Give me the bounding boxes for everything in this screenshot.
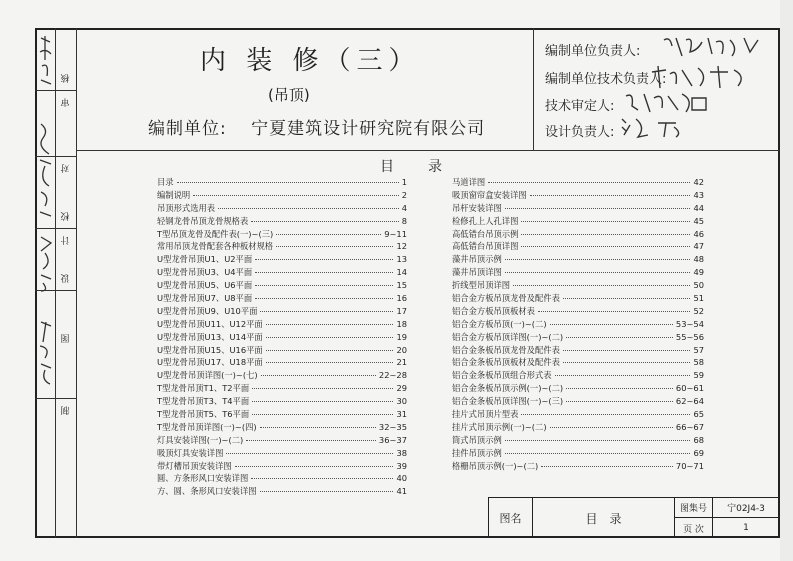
sidebar-label: 图 <box>61 334 72 344</box>
toc-entry-title: 铝合金条板吊顶组合形式表 <box>452 370 552 381</box>
toc-entry-title: U型龙骨吊顶U9、U10平面 <box>157 305 258 316</box>
toc-leader-dots <box>555 375 691 376</box>
toc-entry-title: U型龙骨吊顶U13、U14平面 <box>157 331 263 342</box>
toc-leader-dots <box>550 324 673 325</box>
toc-entry <box>452 189 704 202</box>
toc-entry-page: 32~35 <box>378 421 407 432</box>
toc-entry <box>452 447 704 460</box>
toc-entry <box>157 176 407 189</box>
toc-entry-page: 55~56 <box>675 331 704 342</box>
toc-entry <box>157 318 407 331</box>
toc-leader-dots <box>193 195 399 196</box>
toc-entry-title: 挂片式吊顶示例(一)~(二) <box>452 421 547 432</box>
toc-entry-page: 30 <box>396 396 407 407</box>
sidebar-label: 设 <box>61 274 72 284</box>
toc-entry-title: U型龙骨吊顶U1、U2平面 <box>157 254 253 265</box>
toc-entry-page: 39 <box>396 460 407 471</box>
sidebar-label: 计 <box>61 236 72 246</box>
toc-entry-title: 检修孔上人孔详图 <box>452 215 519 226</box>
toc-entry-page: 65 <box>693 409 704 420</box>
toc-entry <box>157 382 407 395</box>
toc-entry-title: T型龙骨吊顶T3、T4平面 <box>157 396 250 407</box>
toc-entry <box>157 215 407 228</box>
sidebar-signature-1 <box>37 32 54 88</box>
toc-entry-page: 38 <box>396 447 407 458</box>
toc-entry <box>452 395 704 408</box>
toc-entry <box>157 434 407 447</box>
header-separator <box>533 28 534 150</box>
toc-entry-title: 铝合金条板吊顶示例(一)~(二) <box>452 383 564 394</box>
toc-leader-dots <box>566 337 673 338</box>
toc-leader-dots <box>538 311 690 312</box>
toc-entry-page: 36~37 <box>378 434 407 445</box>
toc-entry-title: 高低错台吊顶示例 <box>452 228 519 239</box>
toc-entry-title: 铝合金条板吊顶龙骨及配件表 <box>452 344 560 355</box>
toc-leader-dots <box>521 234 690 235</box>
toc-entry-title: 带灯槽吊顶安装详图 <box>157 460 232 471</box>
toc-entry-title: U型龙骨吊顶U11、U12平面 <box>157 318 263 329</box>
toc-entry <box>157 292 407 305</box>
toc-entry-page: 16 <box>396 293 407 304</box>
toc-leader-dots <box>541 466 673 467</box>
toc-entry-title: 编制说明 <box>157 189 191 200</box>
toc-entry-page: 42 <box>693 177 704 187</box>
toc-leader-dots <box>266 362 394 363</box>
toc-leader-dots <box>251 221 398 222</box>
toc-entry-title: U型龙骨吊顶U3、U4平面 <box>157 267 253 278</box>
toc-entry <box>157 421 407 434</box>
toc-entry-page: 53~54 <box>675 318 704 329</box>
toc-leader-dots <box>252 401 393 402</box>
toc-entry-page: 2 <box>401 189 407 200</box>
org-label: 编制单位: <box>148 119 227 139</box>
sidebar-label: 校 <box>61 212 72 222</box>
toc-leader-dots <box>566 401 673 402</box>
organization <box>148 114 485 139</box>
toc-leader-dots <box>563 298 691 299</box>
toc-entry-page: 52 <box>693 305 704 316</box>
toc-entry-page: 12 <box>396 241 407 252</box>
toc-leader-dots <box>266 350 394 351</box>
page-title: 内 装 修（三） <box>200 46 421 76</box>
toc-entry-page: 43 <box>693 189 704 200</box>
toc-entry-page: 21 <box>396 357 407 368</box>
toc-entry-title: 挂片式吊顶片型表 <box>452 409 519 420</box>
toc-leader-dots <box>505 453 691 454</box>
toc-entry-page: 44 <box>693 202 704 213</box>
toc-entry-page: 68 <box>693 434 704 445</box>
toc-entry <box>157 369 407 382</box>
toc-leader-dots <box>550 427 673 428</box>
toc-entry-page: 60~61 <box>675 383 704 394</box>
toc-entry-page: 59 <box>693 370 704 381</box>
toc-entry-title: 吸顶灯具安装详图 <box>157 447 224 458</box>
toc-entry-title: U型龙骨吊顶U15、U16平面 <box>157 344 263 355</box>
toc-leader-dots <box>261 375 376 376</box>
toc-entry-page: 47 <box>693 241 704 252</box>
header-bottom-line <box>77 150 780 151</box>
toc-entry-page: 13 <box>396 254 407 265</box>
toc-right-column <box>452 176 704 472</box>
toc-entry <box>452 228 704 241</box>
toc-entry-page: 17 <box>396 305 407 316</box>
toc-entry <box>452 331 704 344</box>
toc-entry-title: 铝合金方板吊顶板材表 <box>452 305 535 316</box>
approval-sidebar <box>35 28 77 538</box>
toc-entry <box>452 253 704 266</box>
toc-entry-title: 藻井吊顶示例 <box>452 254 502 265</box>
toc-leader-dots <box>276 234 381 235</box>
toc-leader-dots <box>252 414 393 415</box>
toc-entry-page: 46 <box>693 228 704 239</box>
toc-entry-page: 14 <box>396 267 407 278</box>
toc-leader-dots <box>235 466 394 467</box>
toc-leader-dots <box>260 491 394 492</box>
toc-leader-dots <box>252 388 393 389</box>
page-number-label: 页 次 <box>675 518 713 538</box>
toc-title: 目 录 <box>380 159 444 175</box>
signature-row: 设计负责人: <box>545 125 615 140</box>
toc-entry-title: 吊顶形式选用表 <box>157 202 216 213</box>
toc-entry <box>452 215 704 228</box>
toc-entry-title: 铝合金方板吊顶详图(一)~(二) <box>452 331 564 342</box>
sidebar-signature-4 <box>37 318 54 388</box>
toc-entry-page: 50 <box>693 280 704 291</box>
toc-entry-page: 15 <box>396 280 407 291</box>
toc-entry <box>452 421 704 434</box>
toc-leader-dots <box>521 246 690 247</box>
toc-leader-dots <box>177 182 399 183</box>
sidebar-divider <box>35 90 77 91</box>
toc-entry-page: 19 <box>396 331 407 342</box>
signature-mark-4 <box>618 113 688 141</box>
toc-entry <box>157 344 407 357</box>
toc-entry-title: 轻钢龙骨吊顶龙骨规格表 <box>157 215 249 226</box>
toc-entry-title: 目录 <box>157 177 174 187</box>
toc-entry-page: 48 <box>693 254 704 265</box>
toc-entry-page: 62~64 <box>675 396 704 407</box>
toc-entry <box>157 395 407 408</box>
drawing-name-label: 图名 <box>489 498 533 538</box>
toc-entry-page: 1 <box>401 177 407 187</box>
toc-entry-title: U型龙骨吊顶U5、U6平面 <box>157 280 253 291</box>
toc-entry <box>452 434 704 447</box>
toc-entry-title: 筒式吊顶示例 <box>452 434 502 445</box>
toc-leader-dots <box>513 285 690 286</box>
toc-entry <box>452 176 704 189</box>
toc-entry-title: 铝合金方板吊顶(一)~(二) <box>452 318 547 329</box>
toc-leader-dots <box>260 311 393 312</box>
toc-entry-title: U型龙骨吊顶U7、U8平面 <box>157 293 253 304</box>
toc-entry <box>452 344 704 357</box>
toc-entry-title: 挂件吊顶示例 <box>452 447 502 458</box>
toc-entry <box>452 266 704 279</box>
toc-entry <box>157 305 407 318</box>
toc-leader-dots <box>521 221 690 222</box>
toc-entry-title: 马道详图 <box>452 177 486 187</box>
toc-leader-dots <box>530 195 691 196</box>
toc-entry <box>157 189 407 202</box>
signature-mark-1 <box>660 32 770 62</box>
toc-entry-title: 铝合金条板吊顶详图(一)~(三) <box>452 396 564 407</box>
toc-leader-dots <box>226 453 393 454</box>
toc-entry <box>452 279 704 292</box>
toc-entry <box>157 447 407 460</box>
toc-entry-page: 18 <box>396 318 407 329</box>
toc-leader-dots <box>251 478 393 479</box>
toc-entry-title: 藻井吊顶详图 <box>452 267 502 278</box>
toc-leader-dots <box>255 272 393 273</box>
page-edge <box>780 0 793 561</box>
toc-entry <box>452 318 704 331</box>
toc-entry-title: 方、圆、条形风口安装详图 <box>157 486 257 497</box>
toc-entry-title: 吊杆安装详图 <box>452 202 502 213</box>
atlas-number-value: 宁02J4-3 <box>713 498 779 518</box>
toc-entry-page: 45 <box>693 215 704 226</box>
toc-entry-page: 31 <box>396 409 407 420</box>
toc-entry-page: 49 <box>693 267 704 278</box>
toc-entry-page: 66~67 <box>675 421 704 432</box>
toc-leader-dots <box>246 440 376 441</box>
toc-leader-dots <box>255 259 393 260</box>
atlas-number-label: 图集号 <box>675 498 713 518</box>
toc-entry <box>157 331 407 344</box>
toc-leader-dots <box>255 298 393 299</box>
toc-entry <box>452 305 704 318</box>
toc-entry <box>452 240 704 253</box>
signature-row: 技术审定人: <box>545 99 615 114</box>
toc-entry-page: 4 <box>401 202 407 213</box>
toc-entry <box>157 408 407 421</box>
toc-entry-page: 8 <box>401 215 407 226</box>
toc-entry-page: 41 <box>396 486 407 497</box>
sidebar-label: 制 <box>61 406 72 416</box>
toc-entry-page: 58 <box>693 357 704 368</box>
toc-entry-title: T型吊顶龙骨及配件表(一)~(三) <box>157 228 274 239</box>
toc-entry <box>452 460 704 473</box>
toc-entry <box>452 356 704 369</box>
title-block <box>488 497 780 538</box>
toc-entry-title: 圆、方条形风口安装详图 <box>157 473 249 484</box>
sidebar-signature-2 <box>37 120 54 220</box>
toc-leader-dots <box>260 427 376 428</box>
toc-entry <box>157 253 407 266</box>
toc-entry-page: 20 <box>396 344 407 355</box>
toc-entry <box>157 228 407 241</box>
toc-entry <box>157 240 407 253</box>
toc-entry-page: 22~28 <box>378 370 407 381</box>
page-subtitle: (吊顶) <box>268 86 310 104</box>
toc-entry-title: T型龙骨吊顶T5、T6平面 <box>157 409 250 420</box>
sidebar-divider <box>35 398 77 399</box>
toc-entry <box>157 472 407 485</box>
toc-leader-dots <box>521 414 690 415</box>
sidebar-label: 对 <box>61 164 72 174</box>
toc-entry-title: T型龙骨吊顶详图(一)~(四) <box>157 421 257 432</box>
toc-leader-dots <box>505 440 691 441</box>
toc-entry <box>452 382 704 395</box>
toc-leader-dots <box>563 350 691 351</box>
toc-entry-page: 69 <box>693 447 704 458</box>
toc-leader-dots <box>488 182 690 183</box>
sidebar-divider <box>35 228 77 229</box>
toc-leader-dots <box>566 388 673 389</box>
toc-leader-dots <box>563 362 691 363</box>
sidebar-signature-3 <box>37 233 54 293</box>
toc-entry-title: 高低错台吊顶详图 <box>452 241 519 252</box>
toc-left-column <box>157 176 407 498</box>
toc-entry <box>452 408 704 421</box>
toc-leader-dots <box>255 285 393 286</box>
toc-leader-dots <box>505 208 691 209</box>
toc-entry-title: 铝合金条板吊顶板材及配件表 <box>452 357 560 368</box>
sidebar-label: 审 <box>61 98 72 108</box>
toc-entry-title: 灯具安装详图(一)~(二) <box>157 434 244 445</box>
org-name: 宁夏建筑设计研究院有限公司 <box>251 119 486 139</box>
toc-entry-title: 折线型吊顶详图 <box>452 280 511 291</box>
toc-entry <box>157 485 407 498</box>
toc-entry-page: 57 <box>693 344 704 355</box>
toc-entry <box>452 202 704 215</box>
toc-entry-page: 70~71 <box>675 460 704 471</box>
signature-mark-3 <box>622 88 712 116</box>
toc-leader-dots <box>505 259 691 260</box>
toc-entry <box>157 356 407 369</box>
toc-entry-title: 常用吊顶龙骨配套各种板材规格 <box>157 241 274 252</box>
toc-entry-page: 9~11 <box>384 228 407 239</box>
toc-entry <box>157 460 407 473</box>
toc-leader-dots <box>266 324 394 325</box>
toc-leader-dots <box>218 208 399 209</box>
toc-entry-title: 吸顶窗帘盒安装详图 <box>452 189 527 200</box>
signature-row: 编制单位负责人: <box>545 44 641 59</box>
toc-leader-dots <box>505 272 691 273</box>
sidebar-label: 核 <box>61 74 72 84</box>
toc-entry-title: 铝合金方板吊顶龙骨及配件表 <box>452 293 560 304</box>
toc-entry-page: 40 <box>396 473 407 484</box>
toc-entry <box>157 266 407 279</box>
toc-entry-title: U型龙骨吊顶U17、U18平面 <box>157 357 263 368</box>
toc-entry <box>157 279 407 292</box>
toc-entry-page: 29 <box>396 383 407 394</box>
toc-entry-title: U型龙骨吊顶详图(一)~(七) <box>157 370 258 381</box>
toc-leader-dots <box>276 246 393 247</box>
toc-entry-title: 格栅吊顶示例(一)~(二) <box>452 460 539 471</box>
drawing-name-value: 目 录 <box>533 498 675 538</box>
page-number-value: 1 <box>743 523 749 533</box>
signature-row: 编制单位技术负责人: <box>545 72 667 87</box>
toc-entry-title: T型龙骨吊顶T1、T2平面 <box>157 383 250 394</box>
toc-entry-page: 51 <box>693 293 704 304</box>
toc-entry <box>452 292 704 305</box>
toc-entry <box>452 369 704 382</box>
toc-leader-dots <box>266 337 394 338</box>
toc-entry <box>157 202 407 215</box>
